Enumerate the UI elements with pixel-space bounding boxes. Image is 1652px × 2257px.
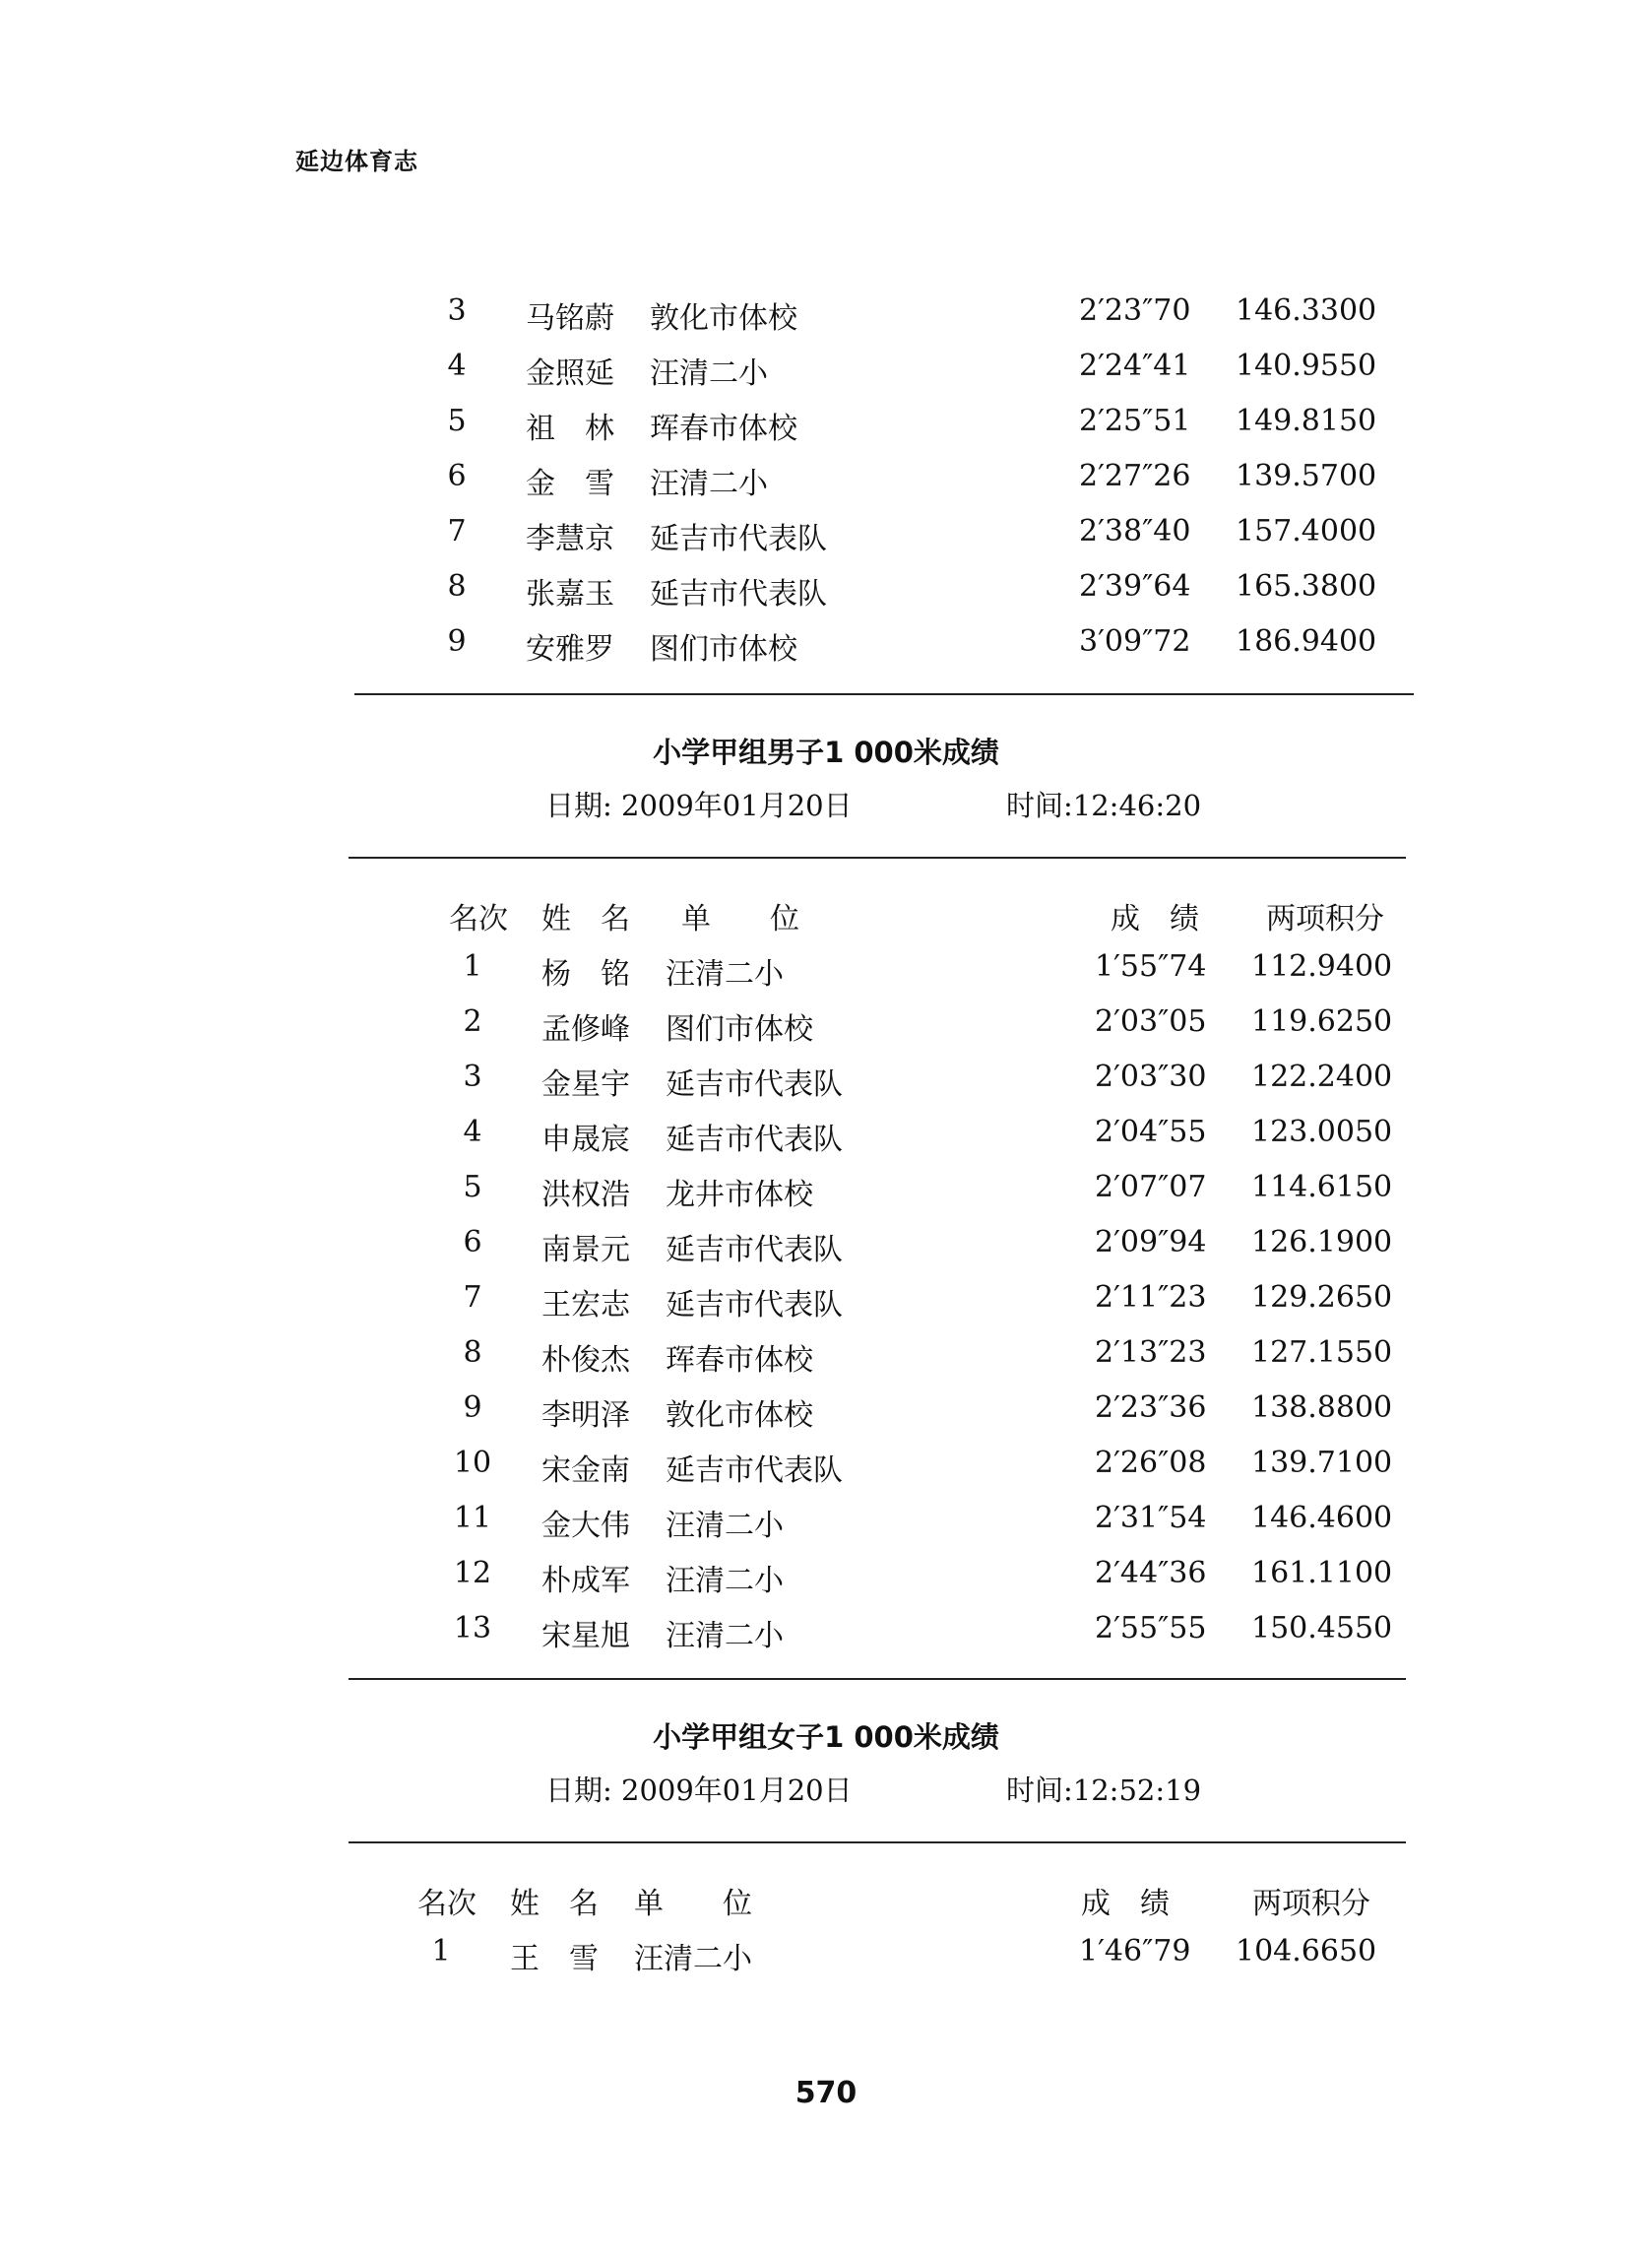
table-row [0, 949, 1652, 992]
athlete-name: 李慧京 [526, 522, 614, 556]
result-cell: 2′24″41 [1079, 349, 1191, 383]
score-cell: 119.6250 [1251, 1004, 1393, 1039]
rank-cell: 3 [447, 293, 467, 328]
unit-cell: 汪清二小 [666, 1509, 784, 1543]
athlete-name: 孟修峰 [541, 1012, 630, 1047]
rank-cell: 13 [453, 1611, 492, 1645]
unit-cell: 延吉市代表队 [650, 577, 827, 612]
rank-cell: 10 [453, 1446, 492, 1480]
rank-cell: 6 [447, 459, 467, 493]
unit-cell: 图们市体校 [666, 1012, 813, 1047]
athlete-name: 洪权浩 [541, 1178, 630, 1212]
result-cell: 2′03″30 [1095, 1060, 1207, 1094]
result-cell: 2′39″64 [1079, 569, 1191, 604]
column-header-result: 成 绩 [1081, 1887, 1170, 1921]
rank-cell: 6 [463, 1225, 482, 1259]
athlete-name: 王 雪 [510, 1942, 599, 1976]
unit-cell: 龙井市体校 [666, 1178, 813, 1212]
unit-cell: 延吉市代表队 [650, 522, 827, 556]
section-title-girls: 小学甲组女子1 000米成绩 [653, 1720, 999, 1754]
column-header-score: 两项积分 [1252, 1887, 1370, 1921]
rank-cell: 2 [463, 1004, 482, 1039]
score-cell: 112.9400 [1251, 949, 1393, 984]
unit-cell: 图们市体校 [650, 632, 797, 667]
athlete-name: 金星宇 [541, 1067, 630, 1102]
rank-cell: 1 [463, 949, 482, 984]
athlete-name: 申晟宸 [541, 1123, 630, 1157]
result-cell: 2′11″23 [1095, 1280, 1207, 1315]
table-header-row [0, 894, 1652, 934]
result-cell: 2′27″26 [1079, 459, 1191, 493]
result-cell: 2′31″54 [1095, 1501, 1207, 1535]
athlete-name: 张嘉玉 [526, 577, 614, 612]
score-cell: 186.9400 [1236, 624, 1377, 659]
athlete-name: 杨 铭 [541, 957, 630, 992]
unit-cell: 延吉市代表队 [666, 1123, 843, 1157]
result-cell: 2′03″05 [1095, 1004, 1207, 1039]
rank-cell: 5 [463, 1170, 482, 1204]
column-header-unit: 单 位 [681, 902, 799, 936]
result-cell: 2′23″70 [1079, 293, 1191, 328]
table-row [0, 1611, 1652, 1653]
result-cell: 2′25″51 [1079, 404, 1191, 438]
section-divider [354, 693, 1414, 695]
table-row [0, 293, 1652, 336]
result-cell: 2′55″55 [1095, 1611, 1207, 1645]
table-row [0, 1934, 1652, 1976]
athlete-name: 祖 林 [526, 412, 614, 446]
rank-cell: 4 [447, 349, 467, 383]
athlete-name: 朴成军 [541, 1564, 630, 1598]
table-row [0, 1556, 1652, 1598]
score-cell: 127.1550 [1251, 1335, 1393, 1370]
table-row [0, 1390, 1652, 1433]
result-cell: 2′09″94 [1095, 1225, 1207, 1259]
section-time-girls: 时间:12:52:19 [1006, 1773, 1202, 1807]
rank-cell: 3 [463, 1060, 482, 1094]
table-row [0, 404, 1652, 446]
score-cell: 146.3300 [1236, 293, 1377, 328]
score-cell: 126.1900 [1251, 1225, 1393, 1259]
rank-cell: 9 [447, 624, 467, 659]
table-row [0, 1280, 1652, 1320]
score-cell: 123.0050 [1251, 1115, 1393, 1149]
section-divider [349, 1678, 1406, 1680]
table-top-rule [349, 1841, 1406, 1843]
unit-cell: 敦化市体校 [650, 301, 797, 336]
column-header-name: 姓 名 [510, 1887, 599, 1921]
table-row [0, 569, 1652, 612]
unit-cell: 敦化市体校 [666, 1398, 813, 1433]
result-cell: 1′46″79 [1079, 1934, 1191, 1968]
rank-cell: 7 [447, 514, 467, 548]
result-cell: 2′04″55 [1095, 1115, 1207, 1149]
score-cell: 122.2400 [1251, 1060, 1393, 1094]
column-header-score: 两项积分 [1266, 902, 1384, 936]
result-cell: 2′07″07 [1095, 1170, 1207, 1204]
score-cell: 138.8800 [1251, 1390, 1393, 1425]
score-cell: 150.4550 [1251, 1611, 1393, 1645]
unit-cell: 汪清二小 [666, 957, 784, 992]
unit-cell: 延吉市代表队 [666, 1233, 843, 1267]
table-row [0, 514, 1652, 556]
result-cell: 2′44″36 [1095, 1556, 1207, 1590]
score-cell: 140.9550 [1236, 349, 1377, 383]
column-header-result: 成 绩 [1111, 902, 1199, 936]
table-row [0, 1446, 1652, 1488]
result-cell: 1′55″74 [1095, 949, 1207, 984]
score-cell: 161.1100 [1251, 1556, 1393, 1590]
rank-cell: 1 [431, 1934, 451, 1968]
score-cell: 149.8150 [1236, 404, 1377, 438]
rank-cell: 8 [447, 569, 467, 604]
score-cell: 146.4600 [1251, 1501, 1393, 1535]
page-number: 570 [794, 2076, 858, 2110]
unit-cell: 延吉市代表队 [666, 1288, 843, 1322]
rank-cell: 7 [463, 1280, 482, 1315]
athlete-name: 朴俊杰 [541, 1343, 630, 1378]
table-row [0, 1115, 1652, 1157]
table-header-row [0, 1879, 1652, 1921]
score-cell: 114.6150 [1251, 1170, 1393, 1204]
rank-cell: 4 [463, 1115, 482, 1149]
athlete-name: 李明泽 [541, 1398, 630, 1433]
result-cell: 2′13″23 [1095, 1335, 1207, 1370]
table-row [0, 1004, 1652, 1047]
score-cell: 139.7100 [1251, 1446, 1393, 1480]
section-date-boys: 日期: 2009年01月20日 [545, 789, 853, 822]
score-cell: 165.3800 [1236, 569, 1377, 604]
table-row [0, 1225, 1652, 1267]
score-cell: 157.4000 [1236, 514, 1377, 548]
unit-cell: 汪清二小 [650, 356, 768, 391]
column-header-rank: 名次 [449, 902, 508, 936]
athlete-name: 王宏志 [541, 1288, 630, 1322]
unit-cell: 珲春市体校 [666, 1343, 813, 1378]
score-cell: 129.2650 [1251, 1280, 1393, 1315]
column-header-unit: 单 位 [634, 1887, 752, 1921]
section-title-boys: 小学甲组男子1 000米成绩 [653, 736, 999, 769]
running-header: 延边体育志 [295, 148, 418, 175]
unit-cell: 汪清二小 [650, 467, 768, 501]
unit-cell: 汪清二小 [666, 1619, 784, 1653]
table-row [0, 624, 1652, 667]
rank-cell: 12 [453, 1556, 492, 1590]
athlete-name: 安雅罗 [526, 632, 614, 667]
table-row [0, 1501, 1652, 1543]
section-time-boys: 时间:12:46:20 [1006, 789, 1202, 822]
athlete-name: 南景元 [541, 1233, 630, 1267]
athlete-name: 马铭蔚 [526, 301, 614, 336]
athlete-name: 金 雪 [526, 467, 614, 501]
table-row [0, 349, 1652, 391]
rank-cell: 11 [453, 1501, 492, 1535]
column-header-name: 姓 名 [541, 902, 630, 936]
unit-cell: 汪清二小 [666, 1564, 784, 1598]
result-cell: 3′09″72 [1079, 624, 1191, 659]
unit-cell: 珲春市体校 [650, 412, 797, 446]
table-row [0, 1335, 1652, 1378]
unit-cell: 延吉市代表队 [666, 1067, 843, 1102]
score-cell: 139.5700 [1236, 459, 1377, 493]
rank-cell: 8 [463, 1335, 482, 1370]
athlete-name: 金大伟 [541, 1509, 630, 1543]
column-header-rank: 名次 [417, 1887, 477, 1921]
section-date-girls: 日期: 2009年01月20日 [545, 1773, 853, 1807]
result-cell: 2′23″36 [1095, 1390, 1207, 1425]
score-cell: 104.6650 [1236, 1934, 1377, 1968]
table-top-rule [349, 857, 1406, 859]
result-cell: 2′26″08 [1095, 1446, 1207, 1480]
rank-cell: 9 [463, 1390, 482, 1425]
athlete-name: 金照延 [526, 356, 614, 391]
rank-cell: 5 [447, 404, 467, 438]
table-row [0, 459, 1652, 501]
athlete-name: 宋星旭 [541, 1619, 630, 1653]
unit-cell: 延吉市代表队 [666, 1453, 843, 1488]
table-row [0, 1060, 1652, 1102]
unit-cell: 汪清二小 [634, 1942, 752, 1976]
table-row [0, 1170, 1652, 1212]
athlete-name: 宋金南 [541, 1453, 630, 1488]
result-cell: 2′38″40 [1079, 514, 1191, 548]
